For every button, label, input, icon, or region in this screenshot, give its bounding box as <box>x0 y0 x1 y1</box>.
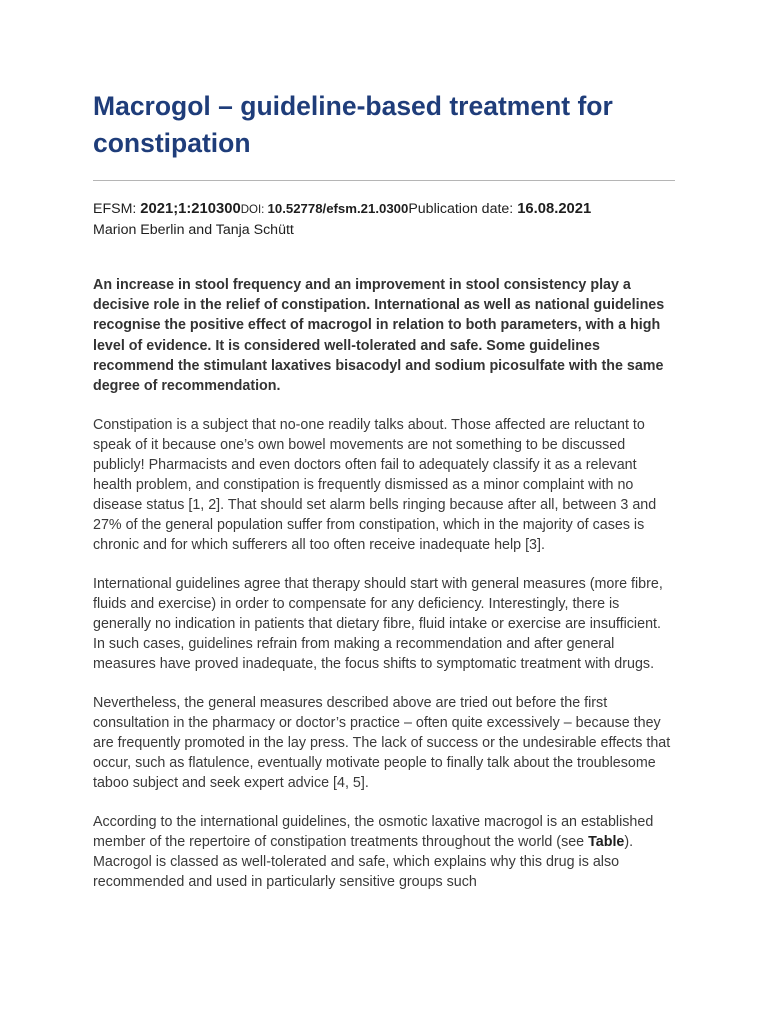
article-abstract: An increase in stool frequency and an improvement in stool consistency play a decisive role in the relief of constipation. International as well as national guidelines recognise the positive effect of macrogol in relation to both parameters, with a high level of evidence. It is considered well-tolerated and safe. Some guidelines recommend the stimulant laxatives bisacodyl and sodium picosulfate with the same degree of recommendation. <box>93 277 665 395</box>
doi-label: DOI: <box>240 204 268 216</box>
article-meta <box>93 199 675 220</box>
table-reference-link[interactable]: Table <box>588 834 625 851</box>
article-authors: Marion Eberlin and Tanja Schütt <box>93 222 294 238</box>
body-paragraph-3: Nevertheless, the general measures described above are tried out before the first consultation in the pharmacy or doctor’s practice – often quite excessively – because they are frequently promoted in the lay press. The lack of success or the undesirable effects that occur, such as flatulence, eventually motivate people to finally talk about the troublesome taboo subject and seek expert advice [4, 5]. <box>93 695 671 792</box>
body-paragraph-4 <box>93 812 675 892</box>
paragraph-4-text-start: According to the international guidelines, the osmotic laxative macrogol is an established member of the repertoire of constipation treatments throughout the world (see <box>93 814 654 851</box>
body-paragraph-1: Constipation is a subject that no-one readily talks about. Those affected are reluctant to speak of it because one’s own bowel movements are not something to be discussed publicly! Pharmacists and even doctors often fail to adequately classify it as a relevant health problem, and constipation is frequently dismissed as a minor complaint with no disease status [1, 2]. That should set alarm bells ringing because after all, between 3 and 27% of the general population suffer from constipation, which in the majority of cases is chronic and for which sufferers all too often receive inadequate help [3]. <box>93 417 657 554</box>
journal-value: 2021;1:210300 <box>140 201 241 217</box>
doi-link[interactable]: 10.52778/efsm.21.0300 <box>267 201 409 216</box>
body-paragraph-2: International guidelines agree that therapy should start with general measures (more fibre, fluids and exercise) in order to compensate for any deficiency. Interestingly, there is generally no indication in patients that dietary fibre, fluid intake or exercise are insufficient. In such cases, guidelines refrain from making a recommendation and after general measures have proved inadequate, the focus shifts to symptomatic treatment with drugs. <box>93 576 663 673</box>
title-divider <box>93 180 675 181</box>
article <box>93 88 675 892</box>
paragraph-4-text-end: ). Macrogol is classed as well-tolerated and safe, which explains why this drug is also recommended and used in particularly sensitive groups such <box>93 834 634 891</box>
journal-label: EFSM: <box>93 201 141 217</box>
article-title: Macrogol – guideline-based treatment for constipation <box>93 91 613 158</box>
publication-date-value: 16.08.2021 <box>517 201 592 217</box>
publication-date-label: Publication date: <box>408 201 518 217</box>
